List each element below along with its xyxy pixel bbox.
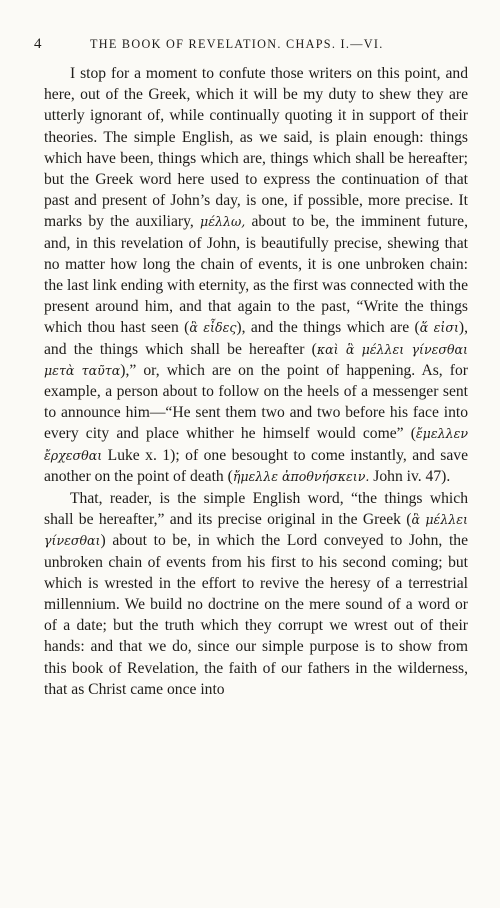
text-segment: John iv. 47). xyxy=(369,467,451,485)
running-head: THE BOOK OF REVELATION. CHAPS. I.—VI. xyxy=(90,37,384,51)
greek-term: ἔμελλεν ἔρχεσθαι xyxy=(44,426,468,463)
paragraph-2 xyxy=(44,488,468,700)
greek-term: καὶ ἃ μέλλει γίνεσθαι μετὰ ταῦτα xyxy=(44,341,468,378)
body-text xyxy=(44,63,468,700)
greek-term: ἃ μέλλει γίνεσθαι xyxy=(44,512,468,549)
greek-term: ἅ εἰσι xyxy=(419,320,459,336)
text-segment: I stop for a moment to confute those writers on this point, and here, out of the Greek, which it will be my duty to shew they are utterly ignorant of, while continually quoting it in support of their theories. The simple English, as we said, is plain enough: things which have been, things which are, things which shall be hereafter; but the Greek word here used to express the continuation of that past and present of John’s day, is one, if possible, more precise. It marks by the auxiliary, xyxy=(44,65,468,231)
text-segment: Luke x. 1); of one besought to come instantly, and save another on the point of death ( xyxy=(44,446,468,485)
text-segment: ) about to be, in which the Lord conveyed to John, the unbroken chain of events from his first to his second coming; but which is wrested in the effort to revive the heresy of a terrestrial millennium. We build no doctrine on the mere sound of a word or of a date; but the truth which they corrupt we wrest out of their hands: and that we do, since our simple purpose is to show from this book of Revelation, the faith of our fathers in the wilderness, that as Christ came once into xyxy=(44,532,468,698)
text-segment: about to be, the imminent future, and, in this revelation of John, is beautifully precise, shewing that no matter how long the chain of events, it is one unbroken chain: the last link ending with eternity, as the first was connected with the present around him, and that again to the past, “Write the things which thou hast seen ( xyxy=(44,213,469,337)
greek-term: μέλλω, xyxy=(200,214,246,230)
text-segment: That, reader, is the simple English word, “the things which shall be hereafter,” and its precise original in the Greek ( xyxy=(44,490,468,529)
greek-term: ἃ εἶδες xyxy=(189,320,237,336)
page-number: 4 xyxy=(34,36,42,52)
text-segment: ), and the things which are ( xyxy=(236,319,420,337)
greek-term: ἤμελλε ἀποθνήσκειν. xyxy=(232,468,370,484)
paragraph-1 xyxy=(44,63,468,487)
page-header xyxy=(34,36,474,58)
text-segment: ),” or, which are on the point of happening. As, for example, a person about to follow on the heels of a messenger sent to announce him—“He sent them two and two before his face into every city and place whither he himself would come” ( xyxy=(44,361,468,443)
text-segment: ), and the things which shall be hereafter ( xyxy=(44,319,468,358)
